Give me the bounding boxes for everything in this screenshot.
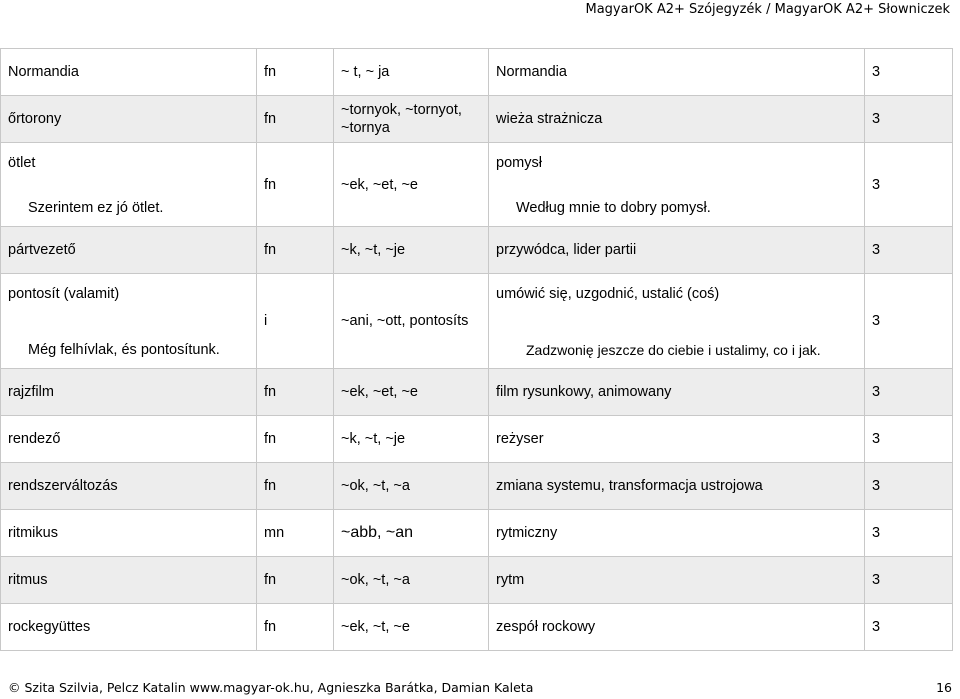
polish-translation: zespół rockowy	[489, 604, 865, 650]
polish-translation: umówić się, uzgodnić, ustalić (coś)	[496, 286, 720, 302]
polish-translation: przywódca, lider partii	[489, 227, 865, 273]
hungarian-word: rockegyüttes	[1, 604, 257, 650]
table-row	[1, 368, 953, 415]
hungarian-word: pontosít (valamit)	[8, 286, 120, 302]
table-row	[1, 556, 953, 603]
polish-translation: reżyser	[489, 416, 865, 462]
word-forms: ~abb, ~an	[334, 510, 489, 556]
table-row	[1, 226, 953, 273]
table-row	[1, 142, 953, 226]
part-of-speech: i	[257, 274, 334, 368]
word-forms: ~ek, ~et, ~e	[334, 369, 489, 415]
chapter-number: 3	[865, 49, 953, 95]
hungarian-entry	[1, 143, 257, 226]
polish-translation: Normandia	[489, 49, 865, 95]
page-footer	[0, 677, 960, 699]
page-header: MagyarOK A2+ Szójegyzék / MagyarOK A2+ Słowniczek	[585, 2, 950, 17]
word-forms: ~ani, ~ott, pontosíts	[334, 274, 489, 368]
polish-entry	[489, 143, 865, 226]
word-forms: ~ t, ~ ja	[334, 49, 489, 95]
footer-credits: © Szita Szilvia, Pelcz Katalin www.magyar-ok.hu, Agnieszka Barátka, Damian Kaleta	[8, 680, 534, 695]
chapter-number: 3	[865, 416, 953, 462]
part-of-speech: fn	[257, 557, 334, 603]
word-forms: ~ok, ~t, ~a	[334, 557, 489, 603]
part-of-speech: fn	[257, 416, 334, 462]
word-forms: ~k, ~t, ~je	[334, 416, 489, 462]
hungarian-word: őrtorony	[1, 96, 257, 142]
hungarian-word: pártvezető	[1, 227, 257, 273]
chapter-number: 3	[865, 510, 953, 556]
table-row	[1, 415, 953, 462]
chapter-number: 3	[865, 143, 953, 226]
chapter-number: 3	[865, 227, 953, 273]
part-of-speech: fn	[257, 96, 334, 142]
table-row	[1, 273, 953, 368]
word-forms: ~tornyok, ~tornyot, ~tornya	[334, 96, 489, 142]
word-forms: ~ek, ~et, ~e	[334, 143, 489, 226]
polish-example: Zadzwonię jeszcze do ciebie i ustalimy, co i jak.	[526, 342, 821, 358]
chapter-number: 3	[865, 604, 953, 650]
hungarian-word: rendszerváltozás	[1, 463, 257, 509]
page-number: 16	[936, 680, 952, 695]
table-row	[1, 603, 953, 651]
hungarian-word: ritmikus	[1, 510, 257, 556]
hungarian-entry	[1, 274, 257, 368]
table-row	[1, 95, 953, 142]
hungarian-word: Normandia	[1, 49, 257, 95]
polish-translation: rytm	[489, 557, 865, 603]
vocabulary-table	[0, 48, 953, 651]
hungarian-example: Még felhívlak, és pontosítunk.	[28, 342, 220, 358]
part-of-speech: fn	[257, 463, 334, 509]
hungarian-word: rajzfilm	[1, 369, 257, 415]
word-forms: ~k, ~t, ~je	[334, 227, 489, 273]
part-of-speech: fn	[257, 49, 334, 95]
polish-entry	[489, 274, 865, 368]
chapter-number: 3	[865, 274, 953, 368]
part-of-speech: mn	[257, 510, 334, 556]
polish-translation: zmiana systemu, transformacja ustrojowa	[489, 463, 865, 509]
polish-example: Według mnie to dobry pomysł.	[516, 200, 711, 216]
table-row	[1, 462, 953, 509]
polish-translation: film rysunkowy, animowany	[489, 369, 865, 415]
part-of-speech: fn	[257, 227, 334, 273]
hungarian-word: ötlet	[8, 155, 36, 171]
polish-translation: rytmiczny	[489, 510, 865, 556]
part-of-speech: fn	[257, 369, 334, 415]
chapter-number: 3	[865, 96, 953, 142]
word-forms: ~ek, ~t, ~e	[334, 604, 489, 650]
hungarian-example: Szerintem ez jó ötlet.	[28, 200, 164, 216]
part-of-speech: fn	[257, 604, 334, 650]
chapter-number: 3	[865, 369, 953, 415]
word-forms: ~ok, ~t, ~a	[334, 463, 489, 509]
polish-translation: pomysł	[496, 155, 542, 171]
table-row	[1, 509, 953, 556]
chapter-number: 3	[865, 463, 953, 509]
chapter-number: 3	[865, 557, 953, 603]
hungarian-word: ritmus	[1, 557, 257, 603]
part-of-speech: fn	[257, 143, 334, 226]
hungarian-word: rendező	[1, 416, 257, 462]
polish-translation: wieża strażnicza	[489, 96, 865, 142]
table-row	[1, 48, 953, 95]
